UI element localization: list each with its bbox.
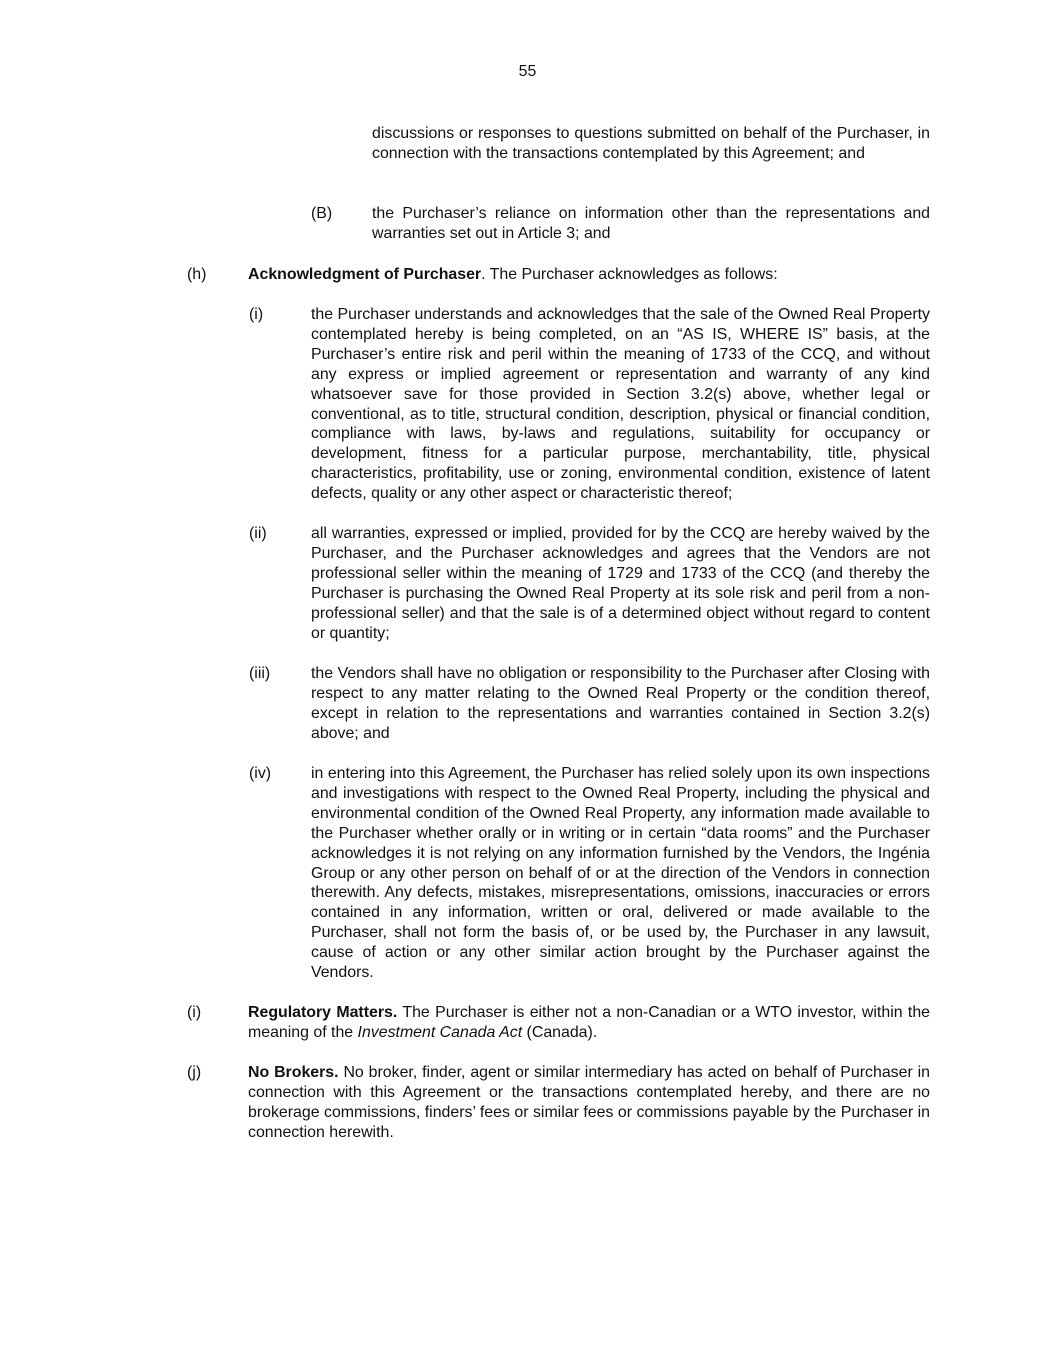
item-ii-text: all warranties, expressed or implied, provided for by the CCQ are hereby waived by the Purchaser, and the Purchaser acknowledges and agrees that the Vendors are not professional seller within the meaning of 1729 and 1733 of the CCQ (and thereby the Purchaser is purchasing the Owned Real Property at its sole risk and peril from a non-professional seller) and that the sale is of a determined object without regard to content or quantity; bbox=[311, 525, 930, 642]
section-j-text: No broker, finder, agent or similar intermediary has acted on behalf of Purchaser in connection with this Agreement or the transactions contemplated hereby, and there are no brokerage commissions, finders’ fees or similar fees or commissions payable by the Purchaser in connection herewith. bbox=[248, 1064, 930, 1141]
clause-b-text: the Purchaser’s reliance on information other than the representations and warranties set out in Article 3; and bbox=[372, 205, 930, 242]
item-iv-label: (iv) bbox=[249, 765, 272, 782]
section-i-label: (i) bbox=[187, 1004, 202, 1021]
clause-b-label: (B) bbox=[311, 205, 333, 222]
section-h-heading: Acknowledgment of Purchaser bbox=[248, 266, 482, 283]
investment-canada-act: Investment Canada Act bbox=[357, 1023, 523, 1041]
item-iv-text: in entering into this Agreement, the Purchaser has relied solely upon its own inspections and investigations with respect to the Owned Real Property, including the physical and environmental condition of the Owned Real Property, any information made available to the Purchaser whether orally or in writing or in certain “data rooms” and the Purchaser acknowledges it is not relying on any information furnished by the Vendors, the Ingénia Group or any other person on behalf of or at the direction of the Vendors in connection therewith. Any defects, mistakes, misrepresentations, omissions, inaccuracies or errors contained in any information, written or oral, delivered or made available to the Purchaser, shall not form the basis of, or be used by, the Purchaser in any lawsuit, cause of action or any other similar action brought by the Purchaser against the Vendors. bbox=[311, 765, 930, 982]
continuation-paragraph: discussions or responses to questions submitted on behalf of the Purchaser, in connection with the transactions contemplated by this Agreement; and bbox=[372, 125, 930, 162]
section-h-text: . The Purchaser acknowledges as follows: bbox=[481, 266, 778, 283]
item-iii-label: (iii) bbox=[249, 665, 271, 682]
item-ii-label: (ii) bbox=[249, 525, 267, 542]
item-iii-text: the Vendors shall have no obligation or responsibility to the Purchaser after Closing with respect to any matter relating to the Owned Real Property or the condition thereof, except in relation to the representations and warranties contained in Section 3.2(s) above; and bbox=[311, 665, 930, 742]
section-i-text-after: (Canada). bbox=[522, 1023, 598, 1041]
section-h-label: (h) bbox=[187, 266, 207, 283]
item-i-label: (i) bbox=[249, 306, 264, 323]
page-number: 55 bbox=[518, 63, 537, 80]
section-j-label: (j) bbox=[187, 1064, 202, 1081]
section-j-paragraph bbox=[248, 1063, 930, 1143]
section-h-paragraph bbox=[248, 265, 930, 285]
section-i-text-before: The Purchaser is either not a non-Canadian or a WTO investor, within the meaning of the bbox=[248, 1004, 930, 1041]
item-i-text: the Purchaser understands and acknowledges that the sale of the Owned Real Property contemplated hereby is being completed, on an “AS IS, WHERE IS” basis, at the Purchaser’s entire risk and peril within the meaning of 1733 of the CCQ, and without any express or implied agreement or representation and warranty of any kind whatsoever save for those provided in Section 3.2(s) above, whether legal or conventional, as to title, structural condition, description, physical or financial condition, compliance with laws, by-laws and regulations, suitability for occupancy or development, fitness for a particular purpose, merchantability, title, physical characteristics, profitability, use or zoning, environmental condition, existence of latent defects, quality or any other aspect or characteristic thereof; bbox=[311, 306, 930, 503]
section-i-heading: Regulatory Matters. bbox=[248, 1004, 398, 1021]
section-j-heading: No Brokers. bbox=[248, 1064, 339, 1081]
section-i-paragraph bbox=[248, 1003, 930, 1043]
